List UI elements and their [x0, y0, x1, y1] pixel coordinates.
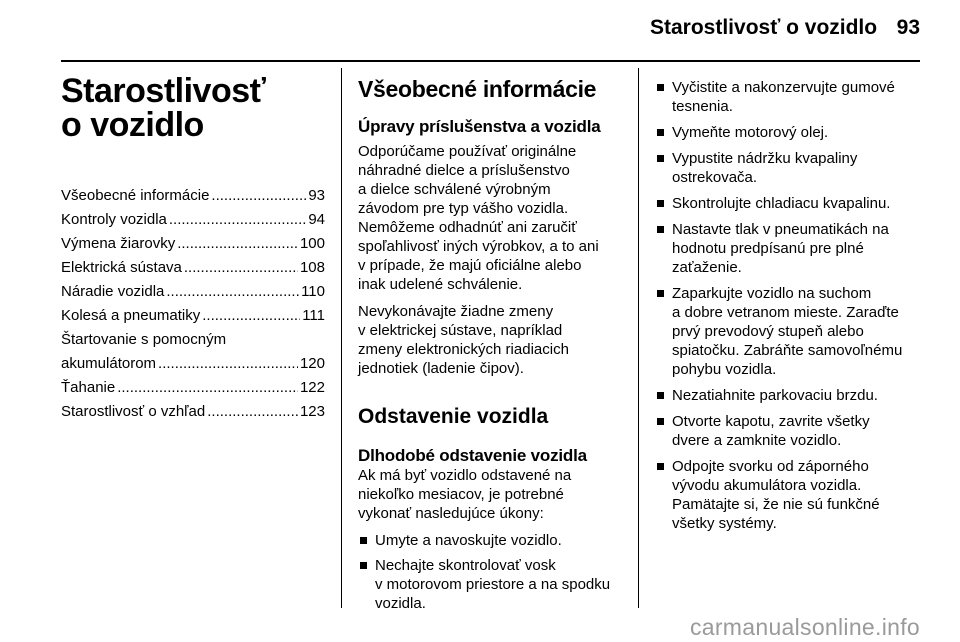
toc-entry[interactable]: Elektrická sústava ..... 108: [61, 256, 325, 280]
list-item: Nechajte skontrolovať vosk v motorovom priestore a na spodku vozidla.: [358, 556, 630, 613]
toc-entry[interactable]: Kolesá a pneumatiky ..... 111: [61, 304, 325, 328]
toc-entry[interactable]: Kontroly vozidla ..... 94: [61, 208, 325, 232]
list-item: Odpojte svorku od záporného vývodu akumulátora vozidla. Pamätajte si, že nie sú funkčné všetky systémy.: [655, 457, 920, 533]
list-item: Zaparkujte vozidlo na suchom a dobre vetranom mieste. Zaraďte prvý prevodový stupeň alebo spiatočku. Zabráňte samovoľnému pohybu vozidla.: [655, 284, 920, 379]
subsection-heading: Dlhodobé odstavenie vozidla: [358, 446, 587, 465]
header-rule: [61, 60, 920, 62]
chapter-column: [61, 74, 325, 424]
chapter-title-line1: Starostlivosť: [61, 72, 266, 110]
list-item: Skontrolujte chladiacu kvapalinu.: [655, 194, 920, 213]
list-item: Vypustite nádržku kvapaliny ostrekovača.: [655, 149, 920, 187]
toc-entry[interactable]: Náradie vozidla ..... 110: [61, 280, 325, 304]
list-item: Otvorte kapotu, zavrite všetky dvere a zamknite vozidlo.: [655, 412, 920, 450]
paragraph: Odporúčame používať originálne náhradné dielce a príslušenstvo a dielce schválené výrobným závodom pre typ vášho vozidla. Nemôžeme odhadnúť ani zaručiť spoľahlivosť iných výrobkov, a to ani v prípade, že majú oficiálne alebo inak udelené schválenie.: [358, 143, 599, 293]
right-column: [655, 78, 920, 540]
list-item: Vymeňte motorový olej.: [655, 123, 920, 142]
bullet-list: [655, 78, 920, 533]
bullet-list: [358, 531, 630, 613]
chapter-title-line2: o vozidlo: [61, 106, 204, 144]
list-item: Umyte a navoskujte vozidlo.: [358, 531, 630, 550]
toc-entry[interactable]: Štartovanie s pomocným akumulátorom ..... 120: [61, 328, 325, 376]
table-of-contents: [61, 184, 325, 424]
section-heading: Odstavenie vozidla: [358, 405, 549, 428]
page-number: 93: [896, 16, 920, 39]
watermark: carmanualsonline.info: [689, 614, 920, 640]
column-divider: [341, 68, 342, 608]
paragraph: Nevykonávajte žiadne zmeny v elektrickej sústave, napríklad zmeny elektronických riadiacich jednotiek (ladenie čipov).: [358, 303, 569, 377]
toc-entry[interactable]: Starostlivosť o vzhľad ..... 123: [61, 400, 325, 424]
list-item: Nastavte tlak v pneumatikách na hodnotu predpísanú pre plné zaťaženie.: [655, 220, 920, 277]
toc-entry[interactable]: Ťahanie ..... 122: [61, 376, 325, 400]
list-item: Nezatiahnite parkovaciu brzdu.: [655, 386, 920, 405]
chapter-title: [61, 74, 325, 142]
paragraph: Ak má byť vozidlo odstavené na niekoľko mesiacov, je potrebné vykonať nasledujúce úkony:: [358, 467, 572, 522]
toc-entry[interactable]: Všeobecné informácie ..... 93: [61, 184, 325, 208]
section-heading: Všeobecné informácie: [358, 76, 597, 102]
column-divider: [638, 68, 639, 608]
subsection-heading: Úpravy príslušenstva a vozidla: [358, 117, 601, 136]
list-item: Vyčistite a nakonzervujte gumové tesnenia.: [655, 78, 920, 116]
toc-entry[interactable]: Výmena žiarovky ..... 100: [61, 232, 325, 256]
header-title: Starostlivosť o vozidlo: [650, 16, 878, 39]
middle-column: [358, 74, 630, 619]
